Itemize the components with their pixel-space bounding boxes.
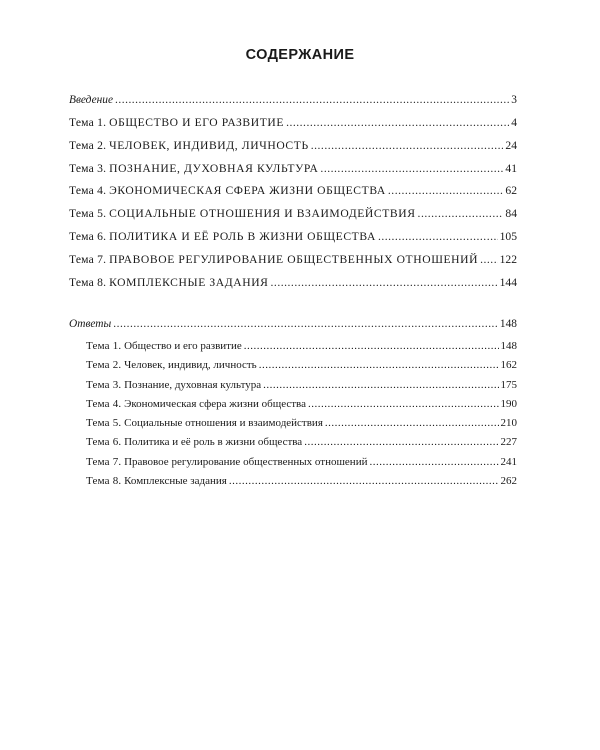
answer-entry-topic-4[interactable]: [69, 398, 517, 417]
dot-leader: [378, 230, 498, 243]
toc-entry-number: Тема 7.: [69, 252, 107, 266]
toc-entry-title: ПОЗНАНИЕ, ДУХОВНАЯ КУЛЬТУРА: [109, 161, 319, 175]
toc-entry-page: 3: [511, 94, 517, 106]
dot-leader: [271, 276, 498, 289]
dot-leader: [311, 139, 504, 152]
toc-entry-page: 105: [499, 229, 517, 243]
dot-leader: [113, 318, 498, 330]
toc-entry-number: Тема 3.: [69, 161, 107, 175]
dot-leader: [229, 475, 499, 487]
toc-entry-topic-2[interactable]: [69, 139, 517, 162]
toc-entry-page: 24: [505, 138, 517, 152]
toc-entry-title: Человек, индивид, личность: [124, 359, 257, 372]
toc-entry-topic-4[interactable]: [69, 184, 517, 207]
toc-entry-page: 122: [499, 252, 517, 266]
dot-leader: [418, 207, 504, 220]
toc-entry-topic-5[interactable]: [69, 207, 517, 230]
toc-entry-label: Введение: [69, 94, 114, 106]
dot-leader: [244, 340, 499, 352]
toc-entry-title: Познание, духовная культура: [124, 378, 262, 391]
toc-entry-number: Тема 1.: [69, 116, 107, 129]
toc-entry-page: 4: [511, 116, 517, 129]
toc-entry-title: СОЦИАЛЬНЫЕ ОТНОШЕНИЯ И ВЗАИМОДЕЙСТВИЯ: [109, 207, 416, 221]
toc-entry-number: Тема 6.: [86, 436, 122, 449]
toc-entry-page: 148: [500, 340, 517, 352]
toc-entry-page: 84: [505, 207, 517, 221]
toc-entry-number: Тема 7.: [86, 455, 122, 468]
toc-entry-page: 190: [500, 397, 517, 410]
table-of-contents: [69, 94, 517, 298]
dot-leader: [304, 436, 498, 448]
dot-leader: [308, 398, 499, 410]
toc-entry-title: Политика и её роль в жизни общества: [124, 436, 303, 449]
toc-entry-page: 262: [500, 475, 517, 488]
toc-entry-page: 162: [500, 359, 517, 372]
toc-entry-number: Тема 2.: [86, 359, 122, 372]
toc-entry-answers[interactable]: [69, 318, 517, 340]
answer-entry-topic-1[interactable]: [69, 340, 517, 359]
dot-leader: [388, 184, 504, 197]
page-title: СОДЕРЖАНИЕ: [245, 47, 355, 63]
toc-entry-page: 41: [505, 161, 517, 175]
toc-entry-title: КОМПЛЕКСНЫЕ ЗАДАНИЯ: [109, 275, 269, 289]
toc-entry-number: Тема 4.: [86, 397, 122, 410]
answer-entry-topic-2[interactable]: [69, 359, 517, 378]
toc-entry-title: ПРАВОВОЕ РЕГУЛИРОВАНИЕ ОБЩЕСТВЕННЫХ ОТНОШЕНИЙ: [109, 252, 479, 266]
toc-entry-title: ОБЩЕСТВО И ЕГО РАЗВИТИЕ: [109, 116, 285, 129]
toc-entry-topic-6[interactable]: [69, 230, 517, 253]
toc-entry-number: Тема 6.: [69, 229, 107, 243]
toc-entry-number: Тема 8.: [86, 475, 122, 488]
toc-entry-page: 241: [500, 455, 517, 468]
toc-entry-intro[interactable]: [69, 94, 517, 116]
toc-entry-title: Комплексные задания: [124, 475, 227, 488]
dot-leader: [286, 116, 509, 129]
toc-entry-page: 210: [500, 417, 517, 430]
dot-leader: [325, 417, 499, 429]
toc-entry-number: Тема 4.: [69, 184, 107, 198]
toc-entry-topic-7[interactable]: [69, 253, 517, 276]
toc-entry-title: ЧЕЛОВЕК, ИНДИВИД, ЛИЧНОСТЬ: [109, 138, 309, 152]
toc-entry-page: 62: [505, 184, 517, 198]
toc-entry-number: Тема 5.: [86, 417, 122, 430]
toc-entry-title: Экономическая сфера жизни общества: [124, 397, 306, 410]
toc-entry-number: Тема 3.: [86, 378, 122, 391]
toc-entry-page: 227: [500, 436, 517, 449]
toc-entry-topic-3[interactable]: [69, 162, 517, 185]
answer-entry-topic-5[interactable]: [69, 417, 517, 436]
answer-entry-topic-6[interactable]: [69, 436, 517, 455]
toc-entry-page: 148: [499, 318, 517, 330]
dot-leader: [115, 94, 509, 106]
answer-entry-topic-7[interactable]: [69, 456, 517, 475]
dot-leader: [259, 359, 499, 371]
answer-entry-topic-3[interactable]: [69, 379, 517, 398]
toc-entry-title: Общество и его развитие: [124, 340, 242, 352]
toc-entry-title: ПОЛИТИКА И ЕЁ РОЛЬ В ЖИЗНИ ОБЩЕСТВА: [109, 229, 376, 243]
dot-leader: [480, 253, 498, 266]
toc-entry-number: Тема 8.: [69, 275, 107, 289]
toc-entry-page: 144: [499, 275, 517, 289]
toc-entry-number: Тема 2.: [69, 138, 107, 152]
toc-entry-number: Тема 5.: [69, 207, 107, 221]
toc-entry-title: ЭКОНОМИЧЕСКАЯ СФЕРА ЖИЗНИ ОБЩЕСТВА: [109, 184, 386, 198]
toc-entry-title: Правовое регулирование общественных отношений: [124, 455, 368, 468]
toc-entry-label: Ответы: [69, 318, 112, 330]
toc-entry-title: Социальные отношения и взаимодействия: [124, 417, 323, 430]
dot-leader: [320, 162, 503, 175]
toc-entry-number: Тема 1.: [86, 340, 122, 352]
dot-leader: [369, 456, 498, 468]
toc-entry-page: 175: [500, 378, 517, 391]
answers-contents: [69, 318, 517, 494]
toc-entry-topic-1[interactable]: [69, 116, 517, 139]
toc-entry-topic-8[interactable]: [69, 276, 517, 299]
answer-entry-topic-8[interactable]: [69, 475, 517, 494]
dot-leader: [263, 379, 498, 391]
